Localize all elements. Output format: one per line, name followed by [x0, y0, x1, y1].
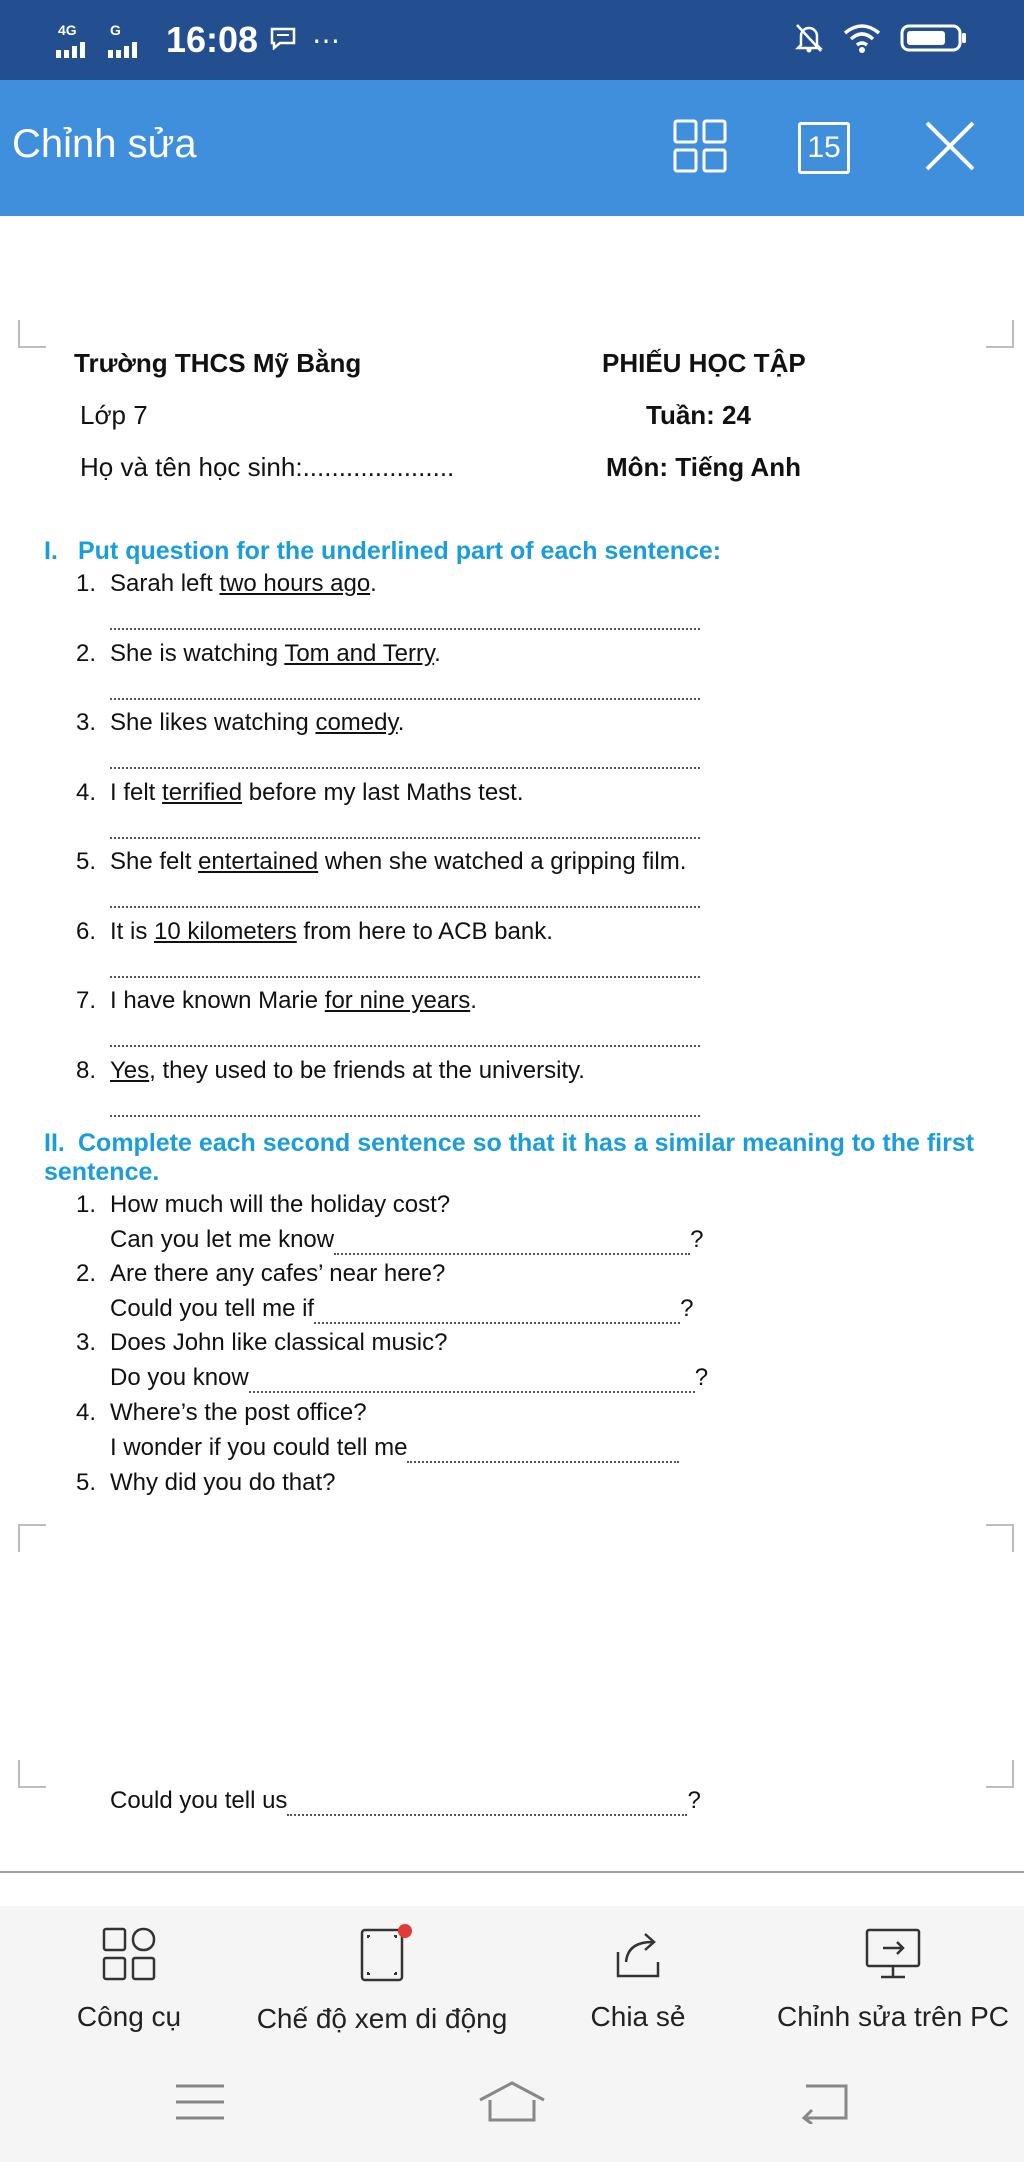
- rewrite-line[interactable]: Could you tell us ?: [110, 1787, 701, 1814]
- home-nav-button[interactable]: [480, 2072, 544, 2136]
- mobile-view-label: Chế độ xem di động: [256, 2003, 508, 2034]
- section-2-title: [44, 1128, 974, 1158]
- section-2-heading-line2: sentence.: [44, 1158, 160, 1186]
- rewrite-line[interactable]: I wonder if you could tell me: [110, 1433, 679, 1463]
- page-count-button[interactable]: [792, 116, 856, 180]
- share-label: Chia sẻ: [590, 2001, 686, 2032]
- mobile-view-icon: [354, 1926, 410, 1989]
- back-icon: [798, 2080, 850, 2129]
- close-button[interactable]: [918, 116, 982, 180]
- class-label: Lớp 7: [80, 400, 148, 430]
- sheet-title: PHIẾU HỌC TẬP: [602, 348, 806, 378]
- network-type-label-2: G: [110, 22, 121, 38]
- rewrite-item: 5. Why did you do that?: [76, 1469, 336, 1496]
- sim-card-icon: [108, 22, 150, 58]
- question-item: 6. It is 10 kilometers from here to ACB bank.: [76, 918, 553, 945]
- question-item: 3. She likes watching comedy.: [76, 709, 405, 736]
- answer-line[interactable]: [110, 1045, 700, 1047]
- page-title: Chỉnh sửa: [12, 122, 197, 166]
- notification-off-icon: [794, 22, 824, 59]
- question-item: 5. She felt entertained when she watched a gripping film.: [76, 848, 687, 875]
- subject-label: Môn: Tiếng Anh: [606, 452, 801, 482]
- home-icon: [478, 2080, 546, 2129]
- answer-line[interactable]: [110, 906, 700, 908]
- signal-icon: [56, 22, 98, 58]
- tools-label: Công cụ: [76, 2001, 182, 2032]
- edit-on-pc-label: Chỉnh sửa trên PC: [777, 2001, 1009, 2032]
- close-icon: [923, 119, 977, 178]
- rewrite-line[interactable]: Could you tell me if ?: [110, 1295, 694, 1322]
- document-view[interactable]: [0, 216, 1024, 1906]
- grid-icon: [672, 118, 728, 179]
- week-label: Tuần: 24: [646, 400, 751, 430]
- rewrite-item: 1. How much will the holiday cost?: [76, 1191, 451, 1218]
- rewrite-item: 4. Where’s the post office?: [76, 1399, 367, 1426]
- page-corner-mark: [986, 1524, 1014, 1552]
- status-left: [56, 18, 340, 62]
- answer-line[interactable]: [110, 767, 700, 769]
- question-item: 1. Sarah left two hours ago.: [76, 570, 377, 597]
- menu-nav-button[interactable]: [168, 2072, 232, 2136]
- section-1-title: [44, 536, 721, 566]
- more-notifications-indicator: ⋯: [312, 24, 341, 56]
- page-corner-mark: [18, 1760, 46, 1788]
- rewrite-item: 2. Are there any cafes’ near here?: [76, 1260, 446, 1287]
- page-corner-mark: [986, 1760, 1014, 1788]
- answer-line[interactable]: [110, 698, 700, 700]
- section-2-title-cont: [44, 1157, 159, 1187]
- back-nav-button[interactable]: [792, 2072, 856, 2136]
- desktop-icon: [863, 1926, 923, 1987]
- question-item: 8. Yes, they used to be friends at the university.: [76, 1057, 585, 1084]
- section-1-heading: Put question for the underlined part of each sentence:: [78, 537, 722, 565]
- student-name-label: Họ và tên học sinh:.....................: [80, 452, 455, 482]
- notification-badge: [398, 1924, 412, 1938]
- question-item: 4. I felt terrified before my last Maths test.: [76, 779, 524, 806]
- menu-icon: [174, 2080, 226, 2129]
- share-icon: [610, 1926, 666, 1987]
- answer-line[interactable]: [110, 1115, 700, 1117]
- rewrite-line[interactable]: Do you know ?: [110, 1364, 709, 1391]
- page-count: 15: [807, 131, 841, 164]
- answer-line[interactable]: [110, 976, 700, 978]
- tools-button[interactable]: [54, 1926, 204, 2033]
- page-separator: [0, 1871, 1024, 1873]
- tools-grid-icon: [101, 1926, 157, 1987]
- page-count-icon: [798, 122, 850, 174]
- bottom-toolbar: [0, 1906, 1024, 2162]
- rewrite-line[interactable]: Can you let me know ?: [110, 1226, 704, 1253]
- answer-line[interactable]: [110, 628, 700, 630]
- message-icon: [268, 26, 298, 55]
- section-2-number: II.: [44, 1129, 65, 1157]
- grid-view-button[interactable]: [668, 116, 732, 180]
- edit-on-pc-button[interactable]: [766, 1926, 1020, 2033]
- share-button[interactable]: [578, 1926, 698, 2033]
- status-bar: [0, 0, 1024, 80]
- status-time: 16:08: [166, 19, 259, 60]
- school-name: Trường THCS Mỹ Bằng: [74, 348, 362, 378]
- section-1-number: I.: [44, 537, 58, 565]
- question-item: 7. I have known Marie for nine years.: [76, 987, 477, 1014]
- status-right: [794, 18, 968, 62]
- page-corner-mark: [18, 1524, 46, 1552]
- answer-line[interactable]: [110, 837, 700, 839]
- page-corner-mark: [18, 320, 46, 348]
- rewrite-item: 3. Does John like classical music?: [76, 1329, 448, 1356]
- network-type-label: 4G: [58, 22, 77, 38]
- title-bar: [0, 80, 1024, 216]
- wifi-icon: [842, 22, 882, 59]
- question-item: 2. She is watching Tom and Terry.: [76, 640, 441, 667]
- page-corner-mark: [986, 320, 1014, 348]
- mobile-view-button[interactable]: [252, 1926, 512, 2035]
- section-2-heading-line1: Complete each second sentence so that it has a similar meaning to the first: [78, 1129, 975, 1157]
- battery-icon: [900, 22, 968, 59]
